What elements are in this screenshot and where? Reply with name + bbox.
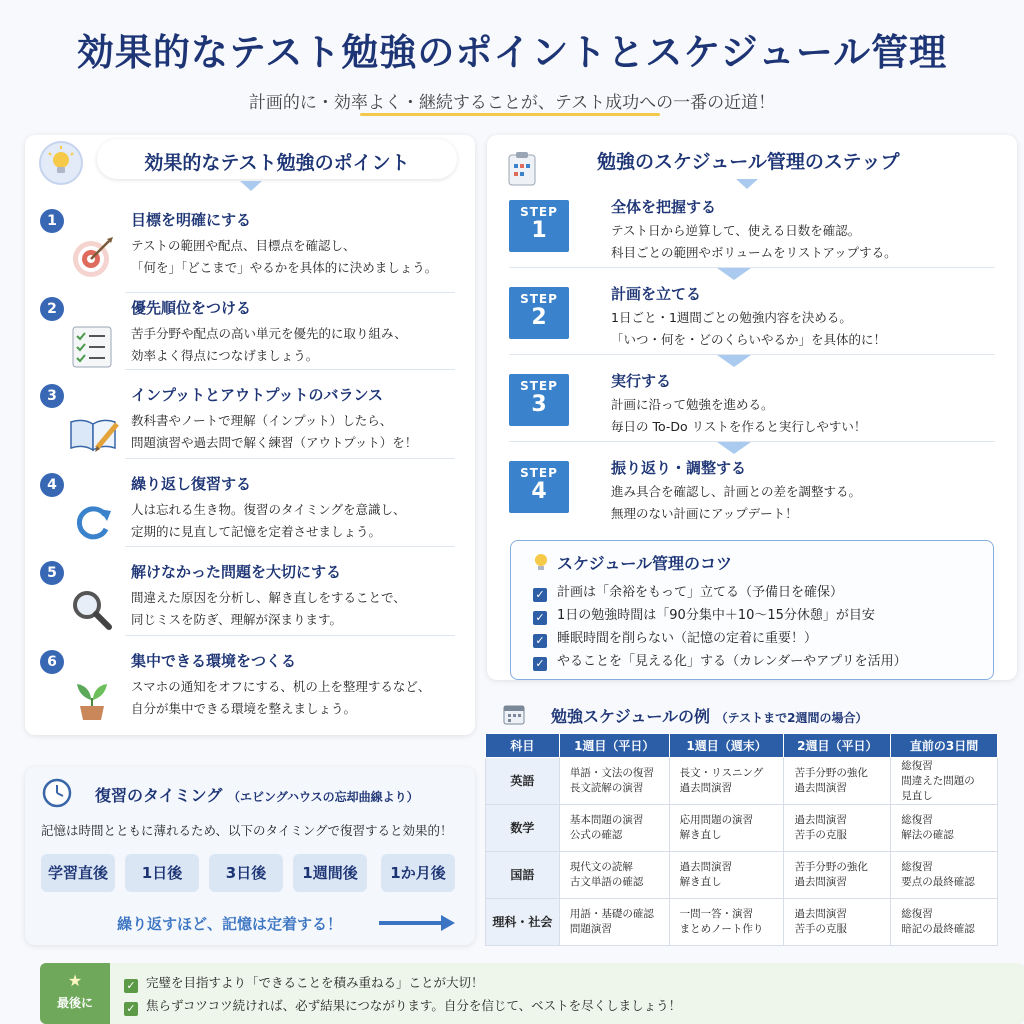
review-card bbox=[25, 767, 475, 945]
step-number: 4 bbox=[531, 479, 547, 504]
tip-text: やることを「見える化」する（カレンダーやアプリを活用） bbox=[557, 654, 907, 669]
star-icon: ★ bbox=[67, 971, 83, 990]
step-title: 全体を把握する bbox=[611, 198, 717, 216]
timing-chip: 学習直後 bbox=[41, 854, 115, 892]
point-desc: 人は忘れる生き物。復習のタイミングを意識し、 定期的に見直して記憶を定着させましょう。 bbox=[131, 502, 406, 539]
point-item bbox=[37, 469, 467, 555]
final-message-bar bbox=[40, 963, 1024, 1024]
final-line bbox=[124, 973, 484, 993]
checklist-icon bbox=[67, 321, 117, 371]
step-badge bbox=[509, 200, 569, 252]
review-title-text: 復習のタイミング bbox=[95, 786, 223, 805]
table-cell: 基本問題の演習 公式の確認 bbox=[559, 805, 669, 852]
table-cell: 一問一答・演習 まとめノート作り bbox=[669, 899, 784, 946]
step-badge bbox=[509, 287, 569, 339]
final-badge bbox=[40, 963, 110, 1024]
table-header: 1週目（平日） bbox=[559, 734, 669, 758]
table-row bbox=[486, 758, 998, 805]
table-header: 科目 bbox=[486, 734, 560, 758]
refresh-icon bbox=[67, 497, 117, 547]
timing-chip: 1か月後 bbox=[381, 854, 455, 892]
book-pencil-icon bbox=[67, 408, 117, 458]
step-label: STEP bbox=[520, 292, 558, 306]
point-title: 解けなかった問題を大切にする bbox=[131, 563, 342, 581]
lightbulb-icon bbox=[531, 551, 551, 573]
table-header: 1週目（週末） bbox=[669, 734, 784, 758]
points-card bbox=[25, 135, 475, 735]
step-title: 計画を立てる bbox=[611, 285, 702, 303]
point-number: 5 bbox=[40, 561, 64, 585]
magnifier-icon bbox=[67, 585, 117, 635]
table-cell: 用語・基礎の確認 問題演習 bbox=[559, 899, 669, 946]
table-cell: 長文・リスニング 過去問演習 bbox=[669, 758, 784, 805]
point-number: 4 bbox=[40, 473, 64, 497]
step-label: STEP bbox=[520, 379, 558, 393]
tips-box bbox=[510, 540, 994, 680]
table-subject: 数学 bbox=[486, 805, 560, 852]
schedule-title bbox=[551, 704, 868, 727]
table-cell: 総復習 要点の最終確認 bbox=[891, 852, 998, 899]
step-title: 振り返り・調整する bbox=[611, 459, 747, 477]
table-subject: 理科・社会 bbox=[486, 899, 560, 946]
table-subject: 英語 bbox=[486, 758, 560, 805]
step-badge bbox=[509, 461, 569, 513]
checkbox-icon: ✓ bbox=[124, 979, 138, 993]
steps-header-arrow bbox=[736, 179, 758, 189]
checkbox-icon: ✓ bbox=[533, 657, 547, 671]
divider bbox=[125, 458, 455, 459]
final-text: 焦らずコツコツ続ければ、必ず結果につながります。自分を信じて、ベストを尽くしましょう！ bbox=[146, 998, 682, 1013]
review-subtitle: （エビングハウスの忘却曲線より） bbox=[227, 790, 419, 804]
schedule-title-text: 勉強スケジュールの例 bbox=[551, 707, 711, 726]
divider bbox=[509, 267, 995, 268]
tip-text: 1日の勉強時間は「90分集中＋10〜15分休憩」が目安 bbox=[557, 608, 875, 623]
step-desc: 1日ごと・1週間ごとの勉強内容を決める。 「いつ・何を・どのくらいやるか」を具体的に！ bbox=[611, 310, 887, 347]
schedule-table bbox=[485, 733, 998, 946]
divider bbox=[509, 354, 995, 355]
point-title: 繰り返し復習する bbox=[131, 475, 252, 493]
step-item bbox=[487, 451, 1017, 537]
final-line bbox=[124, 996, 681, 1016]
tip-item bbox=[533, 627, 817, 648]
steps-title: 勉強のスケジュール管理のステップ bbox=[597, 151, 900, 173]
table-header: 直前の3日間 bbox=[891, 734, 998, 758]
step-desc: 進み具合を確認し、計画との差を調整する。 無理のない計画にアップデート！ bbox=[611, 484, 862, 521]
checkbox-icon: ✓ bbox=[533, 588, 547, 602]
table-cell: 総復習 暗記の最終確認 bbox=[891, 899, 998, 946]
step-item bbox=[487, 190, 1017, 276]
step-badge bbox=[509, 374, 569, 426]
step-item bbox=[487, 364, 1017, 450]
table-cell: 過去問演習 苦手の克服 bbox=[784, 805, 891, 852]
table-row bbox=[486, 805, 998, 852]
point-number: 2 bbox=[40, 297, 64, 321]
step-desc: 計画に沿って勉強を進める。 毎日の To-Do リストを作ると実行しやすい！ bbox=[611, 397, 867, 434]
timing-chip: 3日後 bbox=[209, 854, 283, 892]
table-row bbox=[486, 852, 998, 899]
plant-icon bbox=[67, 674, 117, 724]
target-icon bbox=[67, 233, 117, 283]
step-number: 1 bbox=[531, 218, 547, 243]
step-label: STEP bbox=[520, 466, 558, 480]
points-header-arrow bbox=[240, 181, 262, 191]
arrow-right-icon bbox=[377, 913, 457, 933]
table-cell: 現代文の読解 古文単語の確認 bbox=[559, 852, 669, 899]
step-label: STEP bbox=[520, 205, 558, 219]
point-desc: 間違えた原因を分析し、解き直しをすることで、 同じミスを防ぎ、理解が深まります。 bbox=[131, 590, 406, 627]
subtitle-underline bbox=[360, 113, 660, 116]
point-item bbox=[37, 205, 467, 291]
tip-item bbox=[533, 650, 907, 671]
table-cell: 過去問演習 解き直し bbox=[669, 852, 784, 899]
point-desc: 教科書やノートで理解（インプット）したら、 問題演習や過去問で解く練習（アウトプット）を！ bbox=[131, 413, 418, 450]
checkbox-icon: ✓ bbox=[124, 1002, 138, 1016]
timing-chip: 1週間後 bbox=[293, 854, 367, 892]
final-text: 完璧を目指すより「できることを積み重ねる」ことが大切！ bbox=[146, 975, 484, 990]
divider bbox=[125, 635, 455, 636]
divider bbox=[125, 546, 455, 547]
timing-chip: 1日後 bbox=[125, 854, 199, 892]
divider bbox=[125, 369, 455, 370]
point-title: 目標を明確にする bbox=[131, 211, 252, 229]
point-number: 6 bbox=[40, 650, 64, 674]
table-cell: 総復習 間違えた問題の 見直し bbox=[891, 758, 998, 805]
table-header: 2週目（平日） bbox=[784, 734, 891, 758]
point-number: 1 bbox=[40, 209, 64, 233]
table-cell: 過去問演習 苦手の克服 bbox=[784, 899, 891, 946]
checkbox-icon: ✓ bbox=[533, 611, 547, 625]
tip-text: 計画は「余裕をもって」立てる（予備日を確保） bbox=[557, 585, 844, 600]
review-desc: 記憶は時間とともに薄れるため、以下のタイミングで復習すると効果的！ bbox=[41, 823, 453, 838]
clock-icon bbox=[41, 777, 73, 809]
divider bbox=[509, 441, 995, 442]
step-title: 実行する bbox=[611, 372, 672, 390]
review-footer: 繰り返すほど、記憶は定着する！ bbox=[117, 915, 343, 933]
tips-title: スケジュール管理のコツ bbox=[557, 554, 733, 573]
tip-item bbox=[533, 581, 843, 602]
tip-text: 睡眠時間を削らない（記憶の定着に重要！） bbox=[557, 631, 818, 646]
table-cell: 総復習 解法の確認 bbox=[891, 805, 998, 852]
table-row bbox=[486, 899, 998, 946]
point-title: 集中できる環境をつくる bbox=[131, 652, 297, 670]
point-desc: テストの範囲や配点、目標点を確認し、 「何を」「どこまで」やるかを具体的に決めましょう。 bbox=[131, 238, 438, 275]
clipboard-icon bbox=[507, 151, 537, 187]
step-item bbox=[487, 277, 1017, 363]
lightbulb-icon bbox=[39, 141, 83, 185]
review-title bbox=[95, 783, 419, 806]
table-subject: 国語 bbox=[486, 852, 560, 899]
table-cell: 単語・文法の復習 長文読解の演習 bbox=[559, 758, 669, 805]
table-cell: 苦手分野の強化 過去問演習 bbox=[784, 758, 891, 805]
tip-item bbox=[533, 604, 875, 625]
calendar-icon bbox=[502, 702, 526, 726]
step-number: 2 bbox=[531, 305, 547, 330]
page-subtitle: 計画的に・効率よく・継続することが、テスト成功への一番の近道！ bbox=[248, 93, 776, 113]
table-cell: 応用問題の演習 解き直し bbox=[669, 805, 784, 852]
point-item bbox=[37, 293, 467, 379]
point-number: 3 bbox=[40, 384, 64, 408]
step-desc: テスト日から逆算して、使える日数を確認。 科目ごとの範囲やボリュームをリストアップする。 bbox=[611, 223, 897, 260]
step-number: 3 bbox=[531, 392, 547, 417]
checkbox-icon: ✓ bbox=[533, 634, 547, 648]
point-item bbox=[37, 380, 467, 466]
table-header-row bbox=[486, 734, 998, 758]
point-item bbox=[37, 557, 467, 643]
final-label: 最後に bbox=[56, 996, 93, 1010]
schedule-subtitle: （テストまで2週間の場合） bbox=[715, 711, 868, 725]
point-desc: 苦手分野や配点の高い単元を優先的に取り組み、 効率よく得点につなげましょう。 bbox=[131, 326, 407, 363]
point-title: 優先順位をつける bbox=[131, 299, 252, 317]
points-title: 効果的なテスト勉強のポイント bbox=[144, 152, 410, 174]
point-item bbox=[37, 646, 467, 732]
point-desc: スマホの通知をオフにする、机の上を整理するなど、 自分が集中できる環境を整えましょう。 bbox=[131, 679, 431, 716]
table-cell: 苦手分野の強化 過去問演習 bbox=[784, 852, 891, 899]
point-title: インプットとアウトプットのバランス bbox=[131, 386, 384, 404]
page-title: 効果的なテスト勉強のポイントとスケジュール管理 bbox=[76, 31, 948, 74]
